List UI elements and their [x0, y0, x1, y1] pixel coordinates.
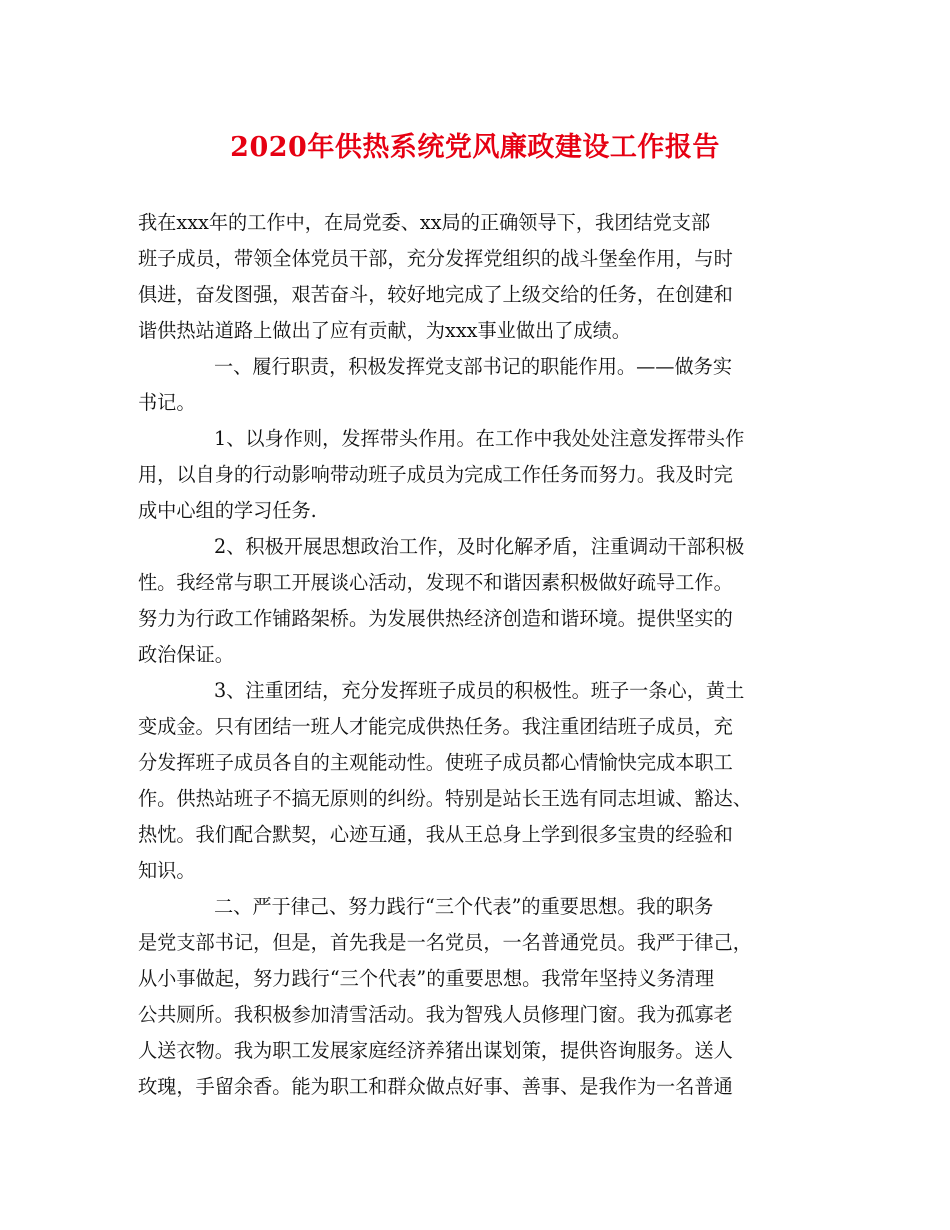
- text-line: 成中心组的学习任务.: [138, 499, 317, 522]
- text-line: 性。我经常与职工开展谈心活动，发现不和谐因素积极做好疏导工作。: [138, 571, 733, 594]
- text-line: 1、以身作则，发挥带头作用。在工作中我处处注意发挥带头作: [214, 427, 745, 450]
- text-line: 一、履行职责，积极发挥党支部书记的职能作用。——做务实: [214, 355, 733, 378]
- text-line: 是党支部书记，但是，首先我是一名党员，一名普通党员。我严于律己，: [138, 931, 752, 954]
- text-line: 知识。: [138, 859, 196, 882]
- text-line: 3、注重团结，充分发挥班子成员的积极性。班子一条心，黄土: [214, 679, 745, 702]
- text-line: 书记。: [138, 391, 196, 414]
- text-line: 分发挥班子成员各自的主观能动性。使班子成员都心情愉快完成本职工: [138, 751, 733, 774]
- text-line: 热忱。我们配合默契，心迹互通，我从王总身上学到很多宝贵的经验和: [138, 823, 733, 846]
- text-line: 二、严于律己、努力践行“三个代表”的重要思想。我的职务: [214, 895, 714, 918]
- document-title: 2020年供热系统党风廉政建设工作报告: [230, 132, 720, 163]
- text-line: 变成金。只有团结一班人才能完成供热任务。我注重团结班子成员，充: [138, 715, 733, 738]
- text-line: 班子成员，带领全体党员干部，充分发挥党组织的战斗堡垒作用，与时: [138, 247, 733, 270]
- text-line: 用，以自身的行动影响带动班子成员为完成工作任务而努力。我及时完: [138, 463, 733, 486]
- text-line: 玫瑰，手留余香。能为职工和群众做点好事、善事、是我作为一名普通: [138, 1075, 733, 1098]
- text-line: 2、积极开展思想政治工作，及时化解矛盾，注重调动干部积极: [214, 535, 745, 558]
- text-line: 作。供热站班子不搞无原则的纠纷。特别是站长王选有同志坦诚、豁达、: [138, 787, 752, 810]
- text-line: 我在xxx年的工作中，在局党委、xx局的正确领导下，我团结党支部: [138, 211, 711, 234]
- text-line: 俱进，奋发图强，艰苦奋斗，较好地完成了上级交给的任务，在创建和: [138, 283, 733, 306]
- text-line: 政治保证。: [138, 643, 234, 666]
- text-line: 从小事做起，努力践行“三个代表”的重要思想。我常年坚持义务清理: [138, 967, 715, 990]
- text-line: 努力为行政工作铺路架桥。为发展供热经济创造和谐环境。提供坚实的: [138, 607, 733, 630]
- text-line: 谐供热站道路上做出了应有贡献，为xxx事业做出了成绩。: [138, 319, 631, 342]
- text-line: 公共厕所。我积极参加清雪活动。我为智残人员修理门窗。我为孤寡老: [138, 1003, 733, 1026]
- text-line: 人送衣物。我为职工发展家庭经济养猪出谋划策，提供咨询服务。送人: [138, 1039, 733, 1062]
